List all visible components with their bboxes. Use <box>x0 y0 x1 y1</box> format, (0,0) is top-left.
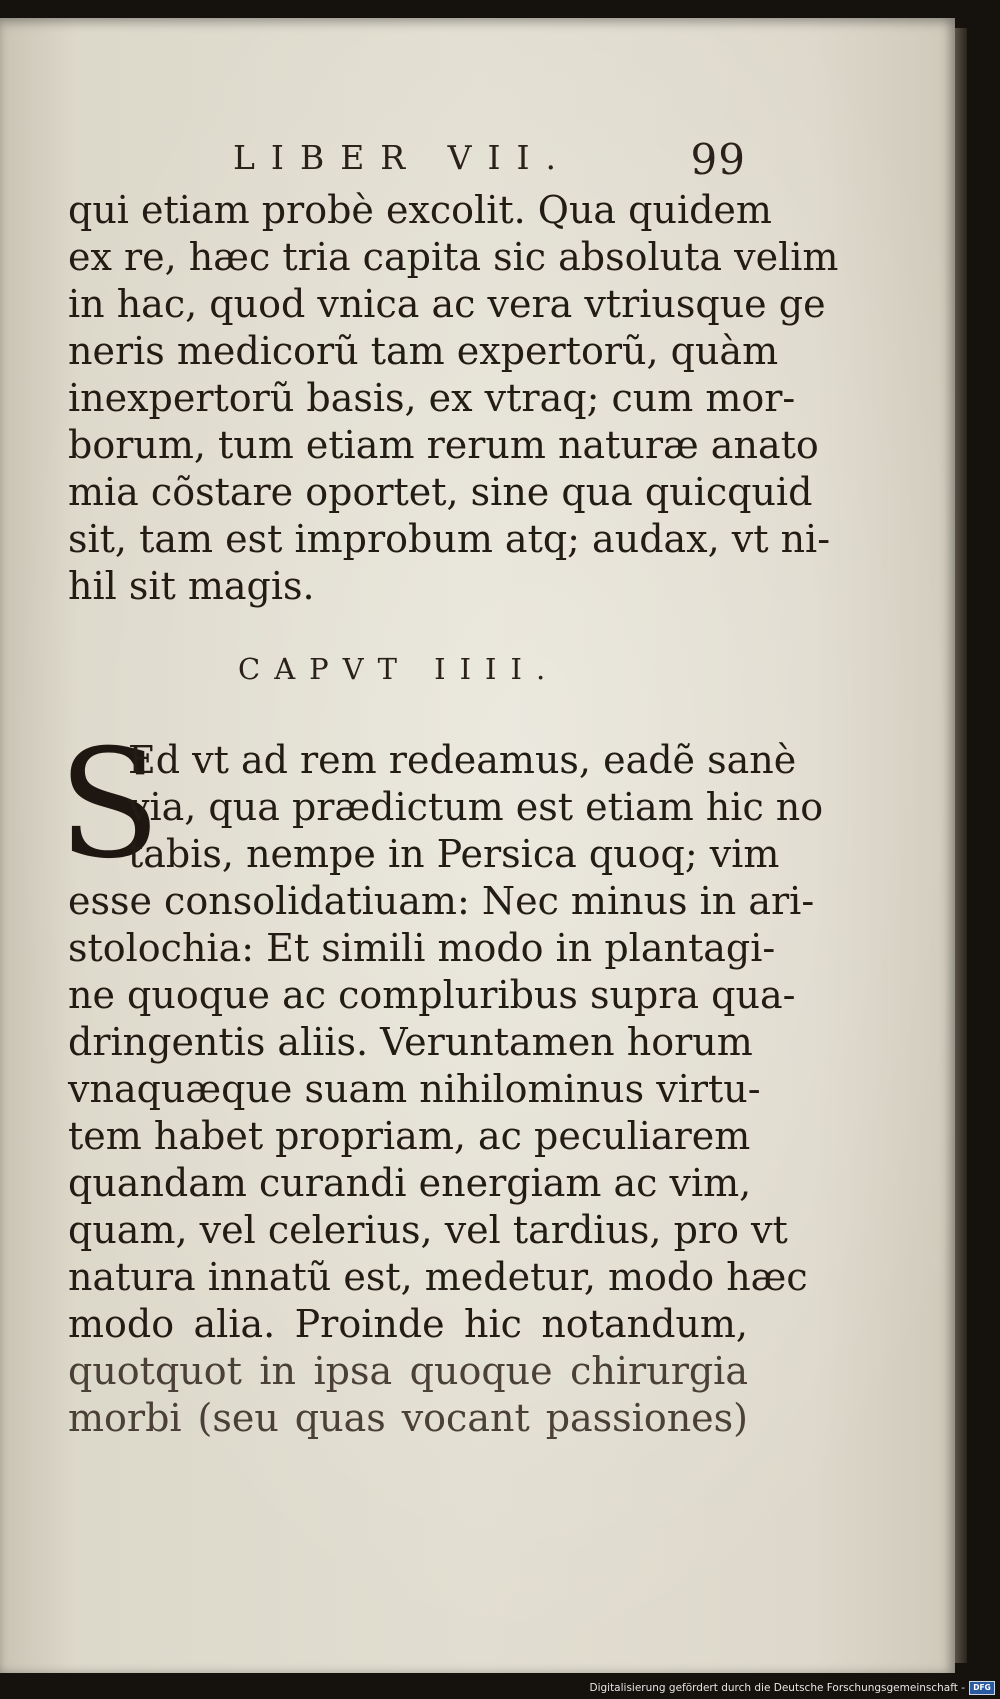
page-number: 99 <box>690 135 746 184</box>
text-line: morbi (seu quas vocant passiones) <box>68 1396 748 1440</box>
text-line: in hac, quod vnica ac vera vtriusque ge <box>68 282 826 326</box>
text-line: quandam curandi energiam ac vim, <box>68 1161 752 1205</box>
text-line: mia cõstare oportet, sine qua quicquid <box>68 470 813 514</box>
text-line: vnaquæque suam nihilominus virtu- <box>68 1067 761 1111</box>
footer-credit: Digitalisierung gefördert durch die Deutsche Forschungsgemeinschaft - <box>589 1682 965 1694</box>
page-edge <box>955 28 967 1663</box>
text-line: Ed vt ad rem redeamus, eadẽ sanè <box>128 738 797 782</box>
text-line: dringentis aliis. Veruntamen horum <box>68 1020 753 1064</box>
chapter-heading: CAPVT IIII. <box>238 652 560 686</box>
text-line: quotquot in ipsa quoque chirurgia <box>68 1349 748 1393</box>
text-line: quam, vel celerius, vel tardius, pro vt <box>68 1208 788 1252</box>
running-head: LIBER VII. <box>233 138 573 177</box>
text-line: ne quoque ac compluribus supra qua- <box>68 973 796 1017</box>
text-line: ex re, hæc tria capita sic absoluta velim <box>68 235 839 279</box>
text-line: sit, tam est improbum atq; audax, vt ni- <box>68 517 831 561</box>
book-page <box>0 18 955 1673</box>
text-line: stolochia: Et simili modo in plantagi- <box>68 926 776 970</box>
text-line: tem habet propriam, ac peculiarem <box>68 1114 751 1158</box>
text-line: natura innatũ est, medetur, modo hæc <box>68 1255 808 1299</box>
text-line: via, qua prædictum est etiam hic no <box>128 785 824 829</box>
text-line: esse consolidatiuam: Nec minus in ari- <box>68 879 815 923</box>
dfg-logo: DFG <box>969 1681 995 1695</box>
digitization-footer <box>560 1679 995 1697</box>
text-line: neris medicorũ tam expertorũ, quàm <box>68 329 779 373</box>
text-line: inexpertorũ basis, ex vtraq; cum mor- <box>68 376 796 420</box>
text-line: tabis, nempe in Persica quoq; vim <box>128 832 780 876</box>
text-line: borum, tum etiam rerum naturæ anato <box>68 423 819 467</box>
text-line: modo alia. Proinde hic notandum, <box>68 1302 748 1346</box>
drop-cap: S <box>58 718 161 892</box>
text-line: qui etiam probè excolit. Qua quidem <box>68 188 772 232</box>
text-line: hil sit magis. <box>68 564 315 608</box>
